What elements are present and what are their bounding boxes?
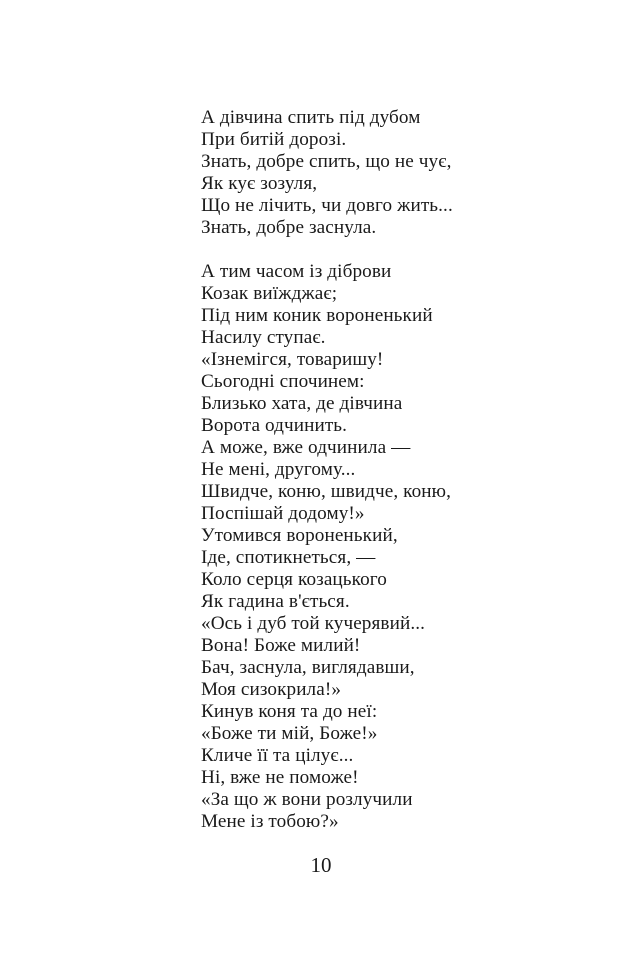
poem-line: Вона! Боже милий! <box>201 635 361 656</box>
poem-line: Кинув коня та до неї: <box>201 701 378 722</box>
poem-line: Що не лічить, чи довго жить... <box>201 195 453 216</box>
poem-line: Знать, добре заснула. <box>201 217 377 238</box>
poem-line: Поспішай додому!» <box>201 503 365 524</box>
poem-line: Коло серця козацького <box>201 569 387 590</box>
poem-line: «Ось і дуб той кучерявий... <box>201 613 426 634</box>
page-number: 10 <box>310 853 332 877</box>
poem-line: Насилу ступає. <box>201 327 326 348</box>
poem-line: Козак виїжджає; <box>201 283 338 304</box>
poem-line: Мене із тобою?» <box>201 811 339 832</box>
poem-line: «Ізнемігся, товаришу! <box>201 349 384 370</box>
poem-line: Під ним коник вороненький <box>201 305 433 326</box>
poem-line: Близько хата, де дівчина <box>201 393 403 414</box>
poem-line: А дівчина спить під дубом <box>201 107 421 128</box>
poem-line: Як гадина в'ється. <box>201 591 350 612</box>
poem-line: Не мені, другому... <box>201 459 356 480</box>
poem-line: Знать, добре спить, що не чує, <box>201 151 452 172</box>
poem-line: Кличе її та цілує... <box>201 745 354 766</box>
poem-line: «За що ж вони розлучили <box>201 789 413 810</box>
poem-stanza-1 <box>201 107 453 239</box>
poem-line: При битій дорозі. <box>201 129 347 150</box>
poem-line: Швидче, коню, швидче, коню, <box>201 481 452 502</box>
poem-line: Бач, заснула, виглядавши, <box>201 657 415 678</box>
poem-line: Як кує зозуля, <box>201 173 318 194</box>
poem-line: А може, вже одчинила — <box>201 437 411 458</box>
poem-line: А тим часом із діброви <box>201 261 392 282</box>
poem-line: Ворота одчинить. <box>201 415 348 436</box>
poem-line: Ні, вже не поможе! <box>201 767 359 788</box>
poem-stanza-2 <box>201 261 451 833</box>
poem-line: Утомився вороненький, <box>201 525 398 546</box>
poem-line: «Боже ти мій, Боже!» <box>201 723 378 744</box>
poem-line: Сьогодні спочинем: <box>201 371 365 392</box>
poem-line: Іде, спотикнеться, — <box>201 547 376 568</box>
poem-line: Моя сизокрила!» <box>201 679 342 700</box>
